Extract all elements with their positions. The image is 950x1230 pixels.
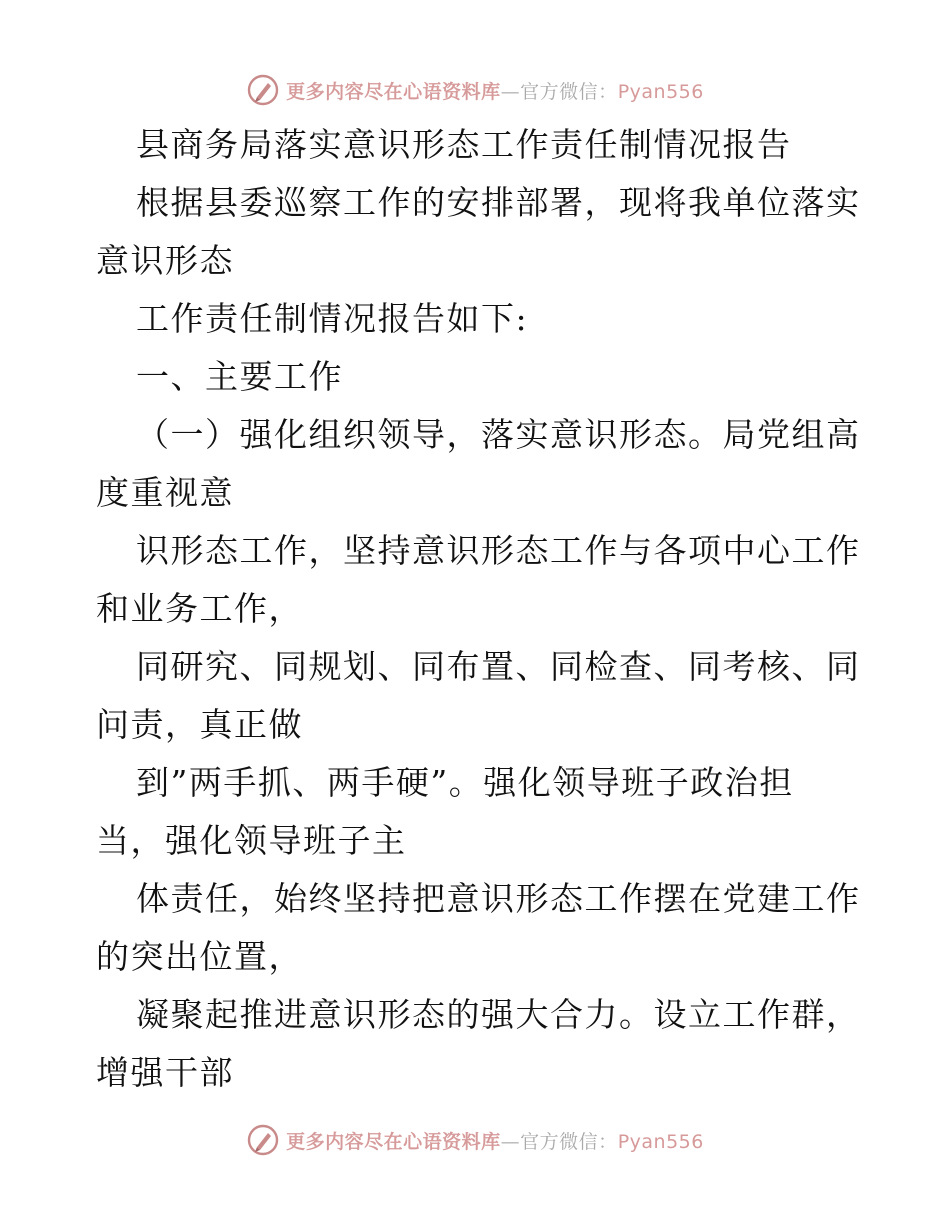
paragraph-line: 到”两手抓、两手硬”。强化领导班子政治担: [136, 763, 794, 802]
paragraph-line: （一）强化组织领导，落实意识形态。局党组高: [136, 415, 861, 454]
paragraph-line: 识形态工作，坚持意识形态工作与各项中心工作: [136, 531, 861, 570]
watermark-separator: —: [500, 1130, 521, 1153]
watermark-separator: —: [500, 80, 521, 103]
watermark-main: 更多内容尽在心语资料库: [286, 80, 501, 103]
paragraph-line: 工作责任制情况报告如下:: [136, 299, 529, 338]
watermark-id: Pyan556: [617, 1130, 704, 1153]
watermark-id: Pyan556: [617, 80, 704, 103]
paragraph-line: 同研究、同规划、同布置、同检查、同考核、同: [136, 647, 861, 686]
paragraph-line: 问责，真正做: [96, 705, 303, 744]
section-heading: 一、主要工作: [136, 357, 343, 396]
watermark-text: [286, 77, 704, 104]
pen-logo-icon: [246, 1123, 280, 1157]
watermark-text: [286, 1127, 704, 1154]
paragraph-line: 当，强化领导班子主: [96, 821, 407, 860]
paragraph-line: 意识形态: [96, 241, 234, 280]
watermark-main: 更多内容尽在心语资料库: [286, 1130, 501, 1153]
pen-logo-icon: [246, 73, 280, 107]
document-title: 县商务局落实意识形态工作责任制情况报告: [136, 125, 792, 164]
watermark-sub: 官方微信：: [520, 80, 618, 103]
footer-watermark: [0, 1120, 950, 1160]
watermark-sub: 官方微信：: [520, 1130, 618, 1153]
header-watermark: [0, 70, 950, 110]
paragraph-line: 根据县委巡察工作的安排部署，现将我单位落实: [136, 183, 861, 222]
paragraph-line: 度重视意: [96, 473, 234, 512]
paragraph-line: 的突出位置，: [96, 937, 303, 976]
paragraph-line: 体责任，始终坚持把意识形态工作摆在党建工作: [136, 879, 861, 918]
paragraph-line: 增强干部: [96, 1053, 234, 1092]
paragraph-line: 凝聚起推进意识形态的强大合力。设立工作群，: [136, 995, 861, 1034]
paragraph-line: 和业务工作，: [96, 589, 303, 628]
document-body: [96, 116, 861, 1102]
